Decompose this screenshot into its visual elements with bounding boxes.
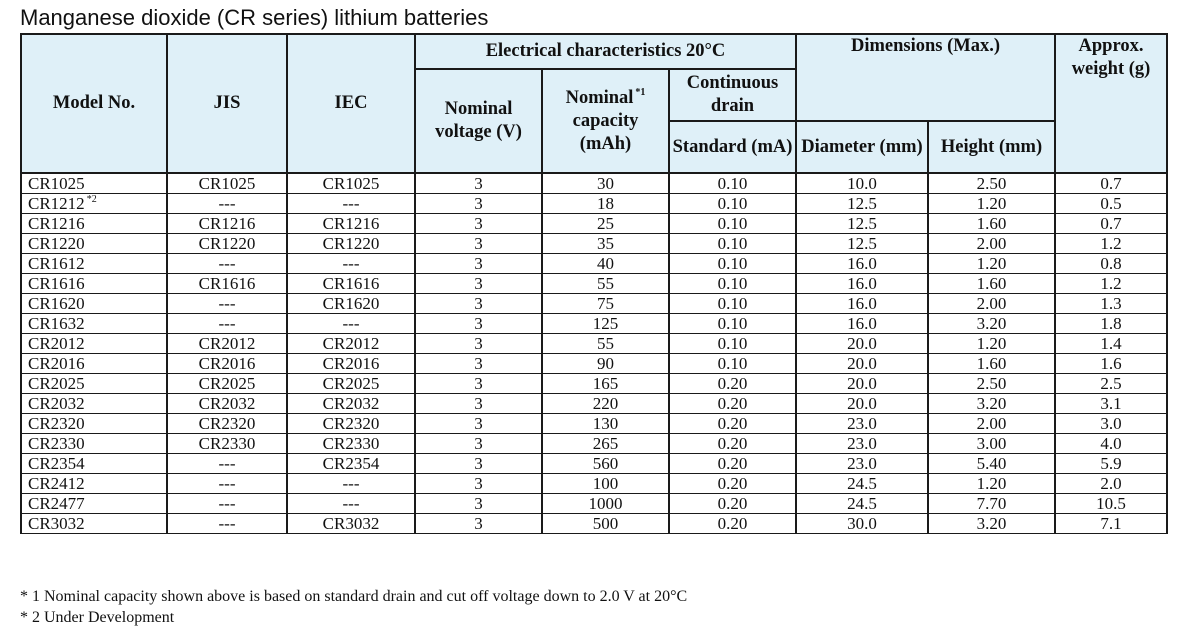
cell-model [21,434,167,454]
cell-jis: CR1216 [167,214,287,234]
model-number: CR2477 [28,494,85,513]
cell-weight: 2.0 [1055,474,1167,494]
model-number: CR1612 [28,254,85,273]
cell-weight: 1.2 [1055,274,1167,294]
cell-voltage: 3 [415,314,542,334]
cell-weight: 1.2 [1055,234,1167,254]
cell-height: 7.70 [928,494,1055,514]
cell-height: 5.40 [928,454,1055,474]
cell-voltage: 3 [415,234,542,254]
cell-weight: 1.4 [1055,334,1167,354]
model-number: CR1216 [28,214,85,233]
cell-jis: CR1025 [167,173,287,194]
cell-height: 3.20 [928,394,1055,414]
table-row [21,514,1167,534]
cell-drain: 0.10 [669,294,796,314]
cell-capacity: 75 [542,294,669,314]
cell-jis: --- [167,454,287,474]
cell-height: 2.00 [928,414,1055,434]
header-weight: Approx. weight (g) [1055,34,1167,173]
header-nominal-capacity [542,69,669,173]
cell-diameter: 20.0 [796,354,928,374]
table-row [21,274,1167,294]
header-height: Height (mm) [928,121,1055,173]
cell-voltage: 3 [415,414,542,434]
cell-height: 2.00 [928,234,1055,254]
cell-height: 2.00 [928,294,1055,314]
model-number: CR1220 [28,234,85,253]
cell-model [21,173,167,194]
cell-model [21,314,167,334]
table-row [21,374,1167,394]
cell-voltage: 3 [415,274,542,294]
cell-diameter: 12.5 [796,234,928,254]
cell-diameter: 30.0 [796,514,928,534]
cell-iec: CR1216 [287,214,415,234]
note-marker-1: *1 [635,86,646,98]
cell-drain: 0.20 [669,394,796,414]
model-number: CR2412 [28,474,85,493]
cell-drain: 0.10 [669,254,796,274]
cell-drain: 0.10 [669,274,796,294]
cell-model [21,254,167,274]
table-row [21,214,1167,234]
cell-capacity: 165 [542,374,669,394]
cell-jis: --- [167,494,287,514]
table-row [21,354,1167,374]
header-nominal-capacity-line2: capacity [572,110,639,131]
cell-weight: 7.1 [1055,514,1167,534]
cell-model [21,354,167,374]
cell-capacity: 100 [542,474,669,494]
header-model: Model No. [21,34,167,173]
cell-capacity: 55 [542,274,669,294]
cell-model [21,214,167,234]
cell-voltage: 3 [415,494,542,514]
header-jis: JIS [167,34,287,173]
model-number: CR1616 [28,274,85,293]
header-continuous-drain: Continuous drain [669,69,796,121]
cell-drain: 0.10 [669,314,796,334]
cell-diameter: 16.0 [796,314,928,334]
cell-height: 3.20 [928,514,1055,534]
table-row [21,254,1167,274]
cell-iec: CR1616 [287,274,415,294]
header-iec: IEC [287,34,415,173]
model-number: CR1632 [28,314,85,333]
cell-iec: CR2012 [287,334,415,354]
cell-weight: 2.5 [1055,374,1167,394]
cell-drain: 0.20 [669,374,796,394]
cell-height: 1.20 [928,334,1055,354]
model-number: CR1620 [28,294,85,313]
cell-jis: --- [167,514,287,534]
model-number: CR2016 [28,354,85,373]
cell-jis: CR2016 [167,354,287,374]
cell-height: 2.50 [928,374,1055,394]
cell-capacity: 18 [542,194,669,214]
cell-model [21,514,167,534]
cell-model [21,474,167,494]
table-row [21,454,1167,474]
header-nominal-capacity-line1: Nominal [565,87,634,108]
cell-iec: --- [287,314,415,334]
cell-drain: 0.20 [669,434,796,454]
cell-weight: 10.5 [1055,494,1167,514]
cell-capacity: 25 [542,214,669,234]
table-row [21,334,1167,354]
header-dimensions: Dimensions (Max.) [796,34,1055,121]
note-marker: *2 [86,194,97,205]
header-electrical: Electrical characteristics 20°C [415,34,796,69]
cell-drain: 0.10 [669,194,796,214]
cell-model [21,194,167,214]
model-number: CR3032 [28,514,85,533]
model-number: CR2012 [28,334,85,353]
cell-iec: CR2330 [287,434,415,454]
table-row [21,414,1167,434]
cell-iec: CR1025 [287,173,415,194]
cell-iec: --- [287,194,415,214]
cell-voltage: 3 [415,334,542,354]
model-number: CR1025 [28,174,85,193]
cell-weight: 0.7 [1055,214,1167,234]
cell-voltage: 3 [415,194,542,214]
cell-height: 2.50 [928,173,1055,194]
cell-weight: 3.0 [1055,414,1167,434]
cell-weight: 0.5 [1055,194,1167,214]
cell-diameter: 23.0 [796,414,928,434]
cell-jis: CR2320 [167,414,287,434]
table-row [21,434,1167,454]
cell-height: 3.00 [928,434,1055,454]
cell-iec: CR2016 [287,354,415,374]
cell-iec: CR2320 [287,414,415,434]
cell-diameter: 23.0 [796,454,928,474]
cell-drain: 0.20 [669,454,796,474]
cell-model [21,454,167,474]
cell-weight: 1.8 [1055,314,1167,334]
cell-model [21,414,167,434]
header-nominal-voltage: Nominal voltage (V) [415,69,542,173]
cell-capacity: 55 [542,334,669,354]
cell-model [21,494,167,514]
cell-voltage: 3 [415,354,542,374]
cell-jis: --- [167,314,287,334]
cell-iec: CR3032 [287,514,415,534]
cell-drain: 0.10 [669,173,796,194]
cell-diameter: 20.0 [796,394,928,414]
cell-diameter: 20.0 [796,334,928,354]
cell-drain: 0.20 [669,474,796,494]
cell-capacity: 125 [542,314,669,334]
cell-iec: --- [287,474,415,494]
cell-weight: 0.7 [1055,173,1167,194]
cell-weight: 1.3 [1055,294,1167,314]
model-number: CR2330 [28,434,85,453]
cell-height: 1.60 [928,354,1055,374]
cell-voltage: 3 [415,294,542,314]
cell-weight: 5.9 [1055,454,1167,474]
cell-drain: 0.20 [669,414,796,434]
cell-voltage: 3 [415,173,542,194]
battery-spec-table [20,33,1168,534]
cell-jis: --- [167,254,287,274]
cell-voltage: 3 [415,474,542,494]
cell-voltage: 3 [415,374,542,394]
cell-jis: CR2032 [167,394,287,414]
table-header [21,34,1167,173]
cell-height: 1.60 [928,214,1055,234]
table-body [21,173,1167,534]
cell-voltage: 3 [415,434,542,454]
cell-voltage: 3 [415,514,542,534]
cell-weight: 1.6 [1055,354,1167,374]
cell-drain: 0.20 [669,494,796,514]
cell-model [21,374,167,394]
cell-capacity: 500 [542,514,669,534]
cell-jis: CR1220 [167,234,287,254]
cell-model [21,274,167,294]
cell-drain: 0.10 [669,214,796,234]
model-number: CR2032 [28,394,85,413]
table-row [21,474,1167,494]
model-number: CR1212 [28,194,85,213]
cell-height: 1.20 [928,474,1055,494]
cell-drain: 0.10 [669,334,796,354]
cell-model [21,294,167,314]
cell-model [21,234,167,254]
table-row [21,494,1167,514]
table-row [21,173,1167,194]
cell-jis: CR1616 [167,274,287,294]
cell-jis: CR2330 [167,434,287,454]
cell-jis: --- [167,294,287,314]
table-row [21,194,1167,214]
cell-iec: CR1620 [287,294,415,314]
footnote-2: * 2 Under Development [20,609,175,626]
cell-iec: CR2025 [287,374,415,394]
cell-weight: 0.8 [1055,254,1167,274]
cell-model [21,394,167,414]
cell-capacity: 1000 [542,494,669,514]
cell-drain: 0.10 [669,234,796,254]
model-number: CR2025 [28,374,85,393]
cell-weight: 3.1 [1055,394,1167,414]
cell-height: 1.60 [928,274,1055,294]
cell-height: 1.20 [928,194,1055,214]
cell-iec: --- [287,254,415,274]
cell-diameter: 23.0 [796,434,928,454]
model-number: CR2320 [28,414,85,433]
cell-diameter: 10.0 [796,173,928,194]
header-diameter: Diameter (mm) [796,121,928,173]
cell-jis: --- [167,474,287,494]
cell-diameter: 16.0 [796,274,928,294]
cell-diameter: 12.5 [796,194,928,214]
table-row [21,234,1167,254]
table-row [21,394,1167,414]
cell-jis: --- [167,194,287,214]
cell-capacity: 30 [542,173,669,194]
cell-iec: CR1220 [287,234,415,254]
cell-jis: CR2025 [167,374,287,394]
cell-drain: 0.10 [669,354,796,374]
cell-capacity: 220 [542,394,669,414]
cell-voltage: 3 [415,454,542,474]
cell-diameter: 24.5 [796,494,928,514]
cell-iec: --- [287,494,415,514]
cell-drain: 0.20 [669,514,796,534]
cell-capacity: 40 [542,254,669,274]
cell-diameter: 24.5 [796,474,928,494]
cell-iec: CR2032 [287,394,415,414]
cell-voltage: 3 [415,214,542,234]
page-title: Manganese dioxide (CR series) lithium batteries [20,5,489,30]
cell-diameter: 20.0 [796,374,928,394]
cell-diameter: 16.0 [796,254,928,274]
cell-weight: 4.0 [1055,434,1167,454]
model-number: CR2354 [28,454,85,473]
cell-diameter: 16.0 [796,294,928,314]
cell-jis: CR2012 [167,334,287,354]
cell-capacity: 265 [542,434,669,454]
table-row [21,294,1167,314]
cell-capacity: 90 [542,354,669,374]
table-row [21,314,1167,334]
cell-height: 3.20 [928,314,1055,334]
cell-capacity: 130 [542,414,669,434]
header-standard: Standard (mA) [669,121,796,173]
cell-voltage: 3 [415,394,542,414]
cell-model [21,334,167,354]
cell-capacity: 35 [542,234,669,254]
cell-diameter: 12.5 [796,214,928,234]
header-nominal-capacity-line3: (mAh) [579,133,632,154]
cell-iec: CR2354 [287,454,415,474]
cell-voltage: 3 [415,254,542,274]
cell-capacity: 560 [542,454,669,474]
cell-height: 1.20 [928,254,1055,274]
footnote-1: * 1 Nominal capacity shown above is based on standard drain and cut off voltage down to 2.0 V at 20°C [20,588,688,605]
